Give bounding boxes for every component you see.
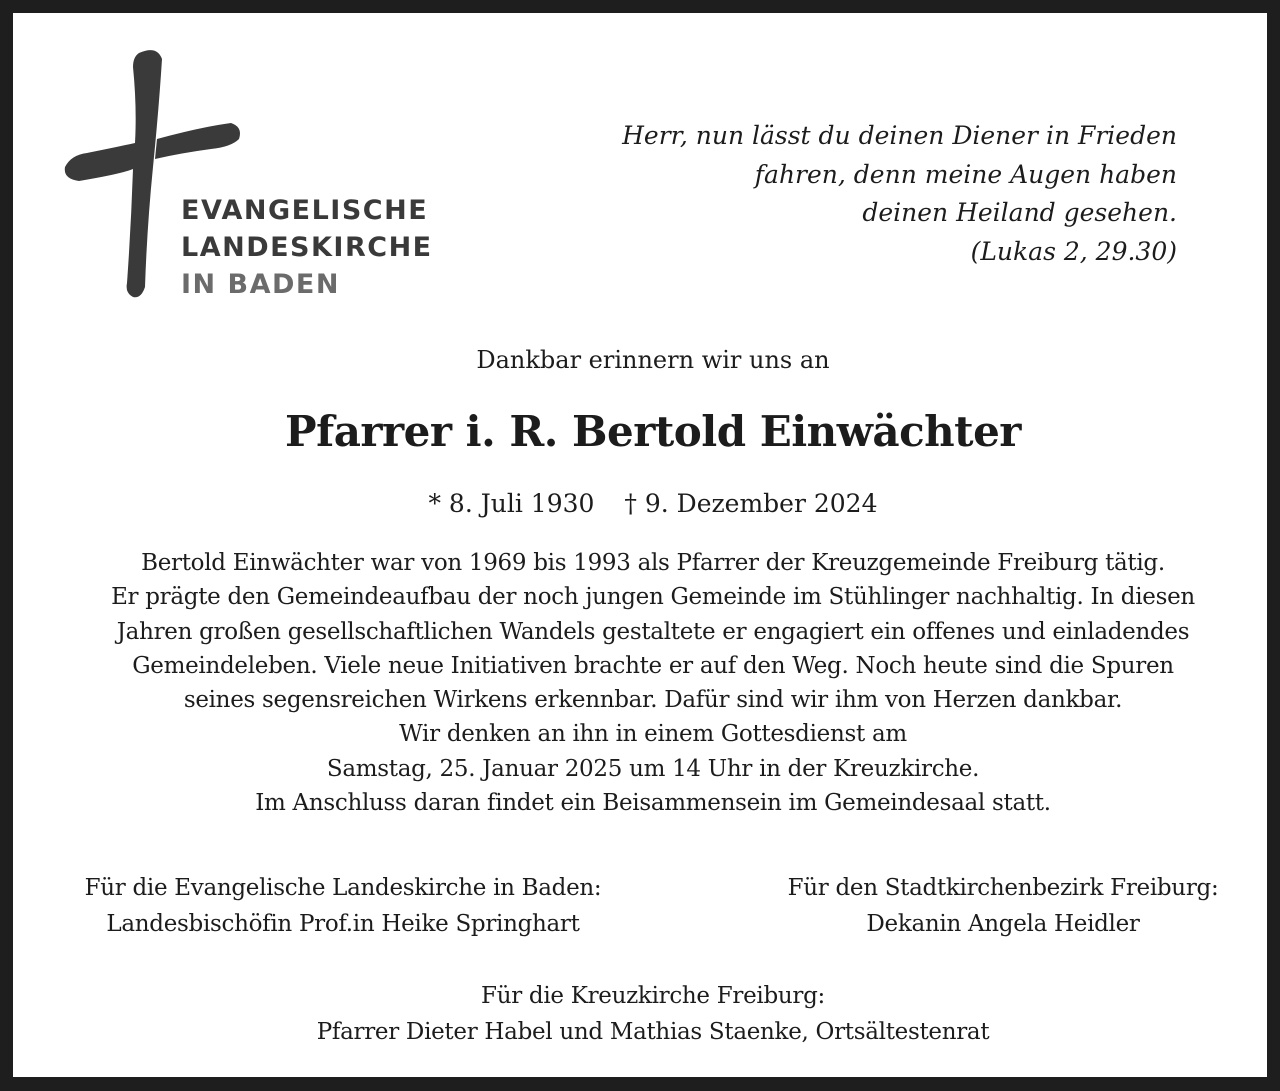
signature-landeskirche [58,870,628,942]
logo-line-1: EVANGELISCHE [181,195,429,226]
body-line: Samstag, 25. Januar 2025 um 14 Uhr in der Kreuzkirche. [326,755,980,782]
body-line: Gemeindeleben. Viele neue Initiativen brachte er auf den Weg. Noch heute sind die Spuren [132,652,1174,679]
birth-date: * 8. Juli 1930 [428,489,595,518]
quote-reference: (Lukas 2, 29.30) [970,236,1177,266]
death-date: † 9. Dezember 2024 [624,489,878,518]
deceased-name: Pfarrer i. R. Bertold Einwächter [285,407,1021,456]
body-line: seines segensreichen Wirkens erkennbar. Dafür sind wir ihm von Herzen dankbar. [183,687,1123,714]
quote-line: fahren, denn meine Augen haben [754,159,1177,189]
church-logo [61,47,433,307]
logo-line-2: LANDESKIRCHE [181,232,433,263]
body-line: Wir denken an ihn in einem Gottesdienst am [399,721,907,748]
body-line: Im Anschluss daran findet ein Beisammensein im Gemeindesaal statt. [255,790,1051,817]
signature-person: Dekanin Angela Heidler [866,911,1140,937]
signature-kreuzkirche [13,978,1280,1050]
intro-text: Dankbar erinnern wir uns an [476,346,830,374]
signature-stadtkirchenbezirk [728,870,1278,942]
body-line: Er prägte den Gemeindeaufbau der noch jungen Gemeinde im Stühlinger nachhaltig. In diesen [111,584,1195,611]
life-dates [13,489,1280,518]
bible-quote [557,117,1177,271]
quote-line: Herr, nun lässt du deinen Diener in Frieden [622,121,1177,150]
signature-org: Für die Kreuzkirche Freiburg: [481,983,825,1009]
obituary-body [53,546,1253,820]
quote-line: deinen Heiland gesehen. [862,198,1177,227]
logo-wordmark [181,192,433,303]
signature-person: Landesbischöfin Prof.in Heike Springhart [106,911,580,937]
signature-person: Pfarrer Dieter Habel und Mathias Staenke, Ortsältestenrat [316,1019,990,1045]
signature-org: Für die Evangelische Landeskirche in Baden: [84,875,602,901]
signature-org: Für den Stadtkirchenbezirk Freiburg: [787,875,1219,901]
body-line: Bertold Einwächter war von 1969 bis 1993 als Pfarrer der Kreuzgemeinde Freiburg tätig. [141,550,1165,576]
logo-line-3: IN BADEN [181,269,340,300]
body-line: Jahren großen gesellschaftlichen Wandels gestaltete er engagiert ein offenes und einladendes [116,618,1190,645]
